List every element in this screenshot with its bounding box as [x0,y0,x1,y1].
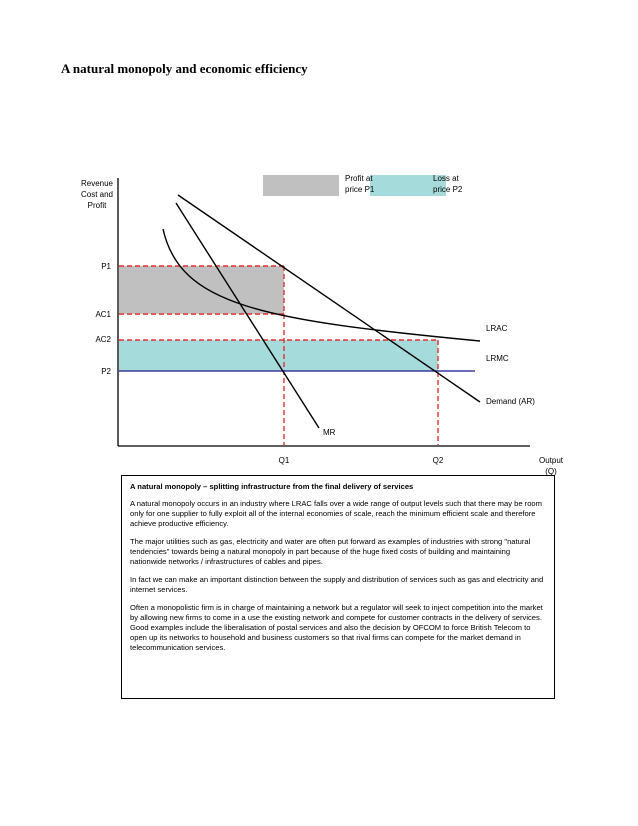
info-box-heading: A natural monopoly – splitting infrastructure from the final delivery of services [130,482,414,491]
legend-profit-label-1: Profit at [345,174,373,183]
x-axis-label-2: (Q) [545,467,557,476]
legend-profit-label-2: price P1 [345,185,375,194]
q1-label: Q1 [278,456,290,465]
mr-curve [176,203,319,428]
q2-label: Q2 [432,456,444,465]
page-title: A natural monopoly and economic efficiency [61,61,308,76]
legend-profit-swatch [263,175,339,196]
y-axis-label-1: Revenue [80,179,114,188]
legend-loss-label-1: Loss at [433,174,459,183]
lrmc-label: LRMC [486,354,509,363]
profit-area [119,266,284,314]
info-box [121,475,555,699]
lrac-label: LRAC [486,324,508,333]
info-paragraph-2: The major utilities such as gas, electricity and water are often put forward as examples of industries with strong "natural tendencies" towards being a natural monopoly in part because of the huge fixed costs of building and maintaining nationwide networks / infrastructures of cables and pipes. [130,537,531,566]
y-axis-label-3: Profit [87,201,107,210]
loss-area [119,340,438,371]
mr-label: MR [323,428,336,437]
info-paragraph-1: A natural monopoly occurs in an industry where LRAC falls over a wide range of output levels such that there may be room only for one supplier to fully exploit all of the internal economies of scale, reach the minimum efficient scale and therefore achieve productive efficiency. [130,499,542,528]
p2-label: P2 [101,367,111,376]
p1-label: P1 [101,262,111,271]
ac2-label: AC2 [95,335,111,344]
info-paragraph-3: In fact we can make an important distinction between the supply and distribution of services such as gas and electricity and internet services. [130,575,544,594]
legend-loss-label-2: price P2 [433,185,463,194]
y-axis-label-2: Cost and [80,190,114,199]
info-paragraph-4: Often a monopolistic firm is in charge of maintaining a network but a regulator will seek to inject competition into the market by allowing new firms to come in a use the existing network and compete for customer contracts in the delivery of services. Good examples include the liberalisation of postal services and also the decision by OFCOM to force British Telecom to open up its networks to household and business customers so that rival firms can compete for the market demand in telecommunication services. [130,603,543,652]
demand-label: Demand (AR) [486,397,535,406]
x-axis-label-1: Output [538,456,564,465]
ac1-label: AC1 [95,310,111,319]
